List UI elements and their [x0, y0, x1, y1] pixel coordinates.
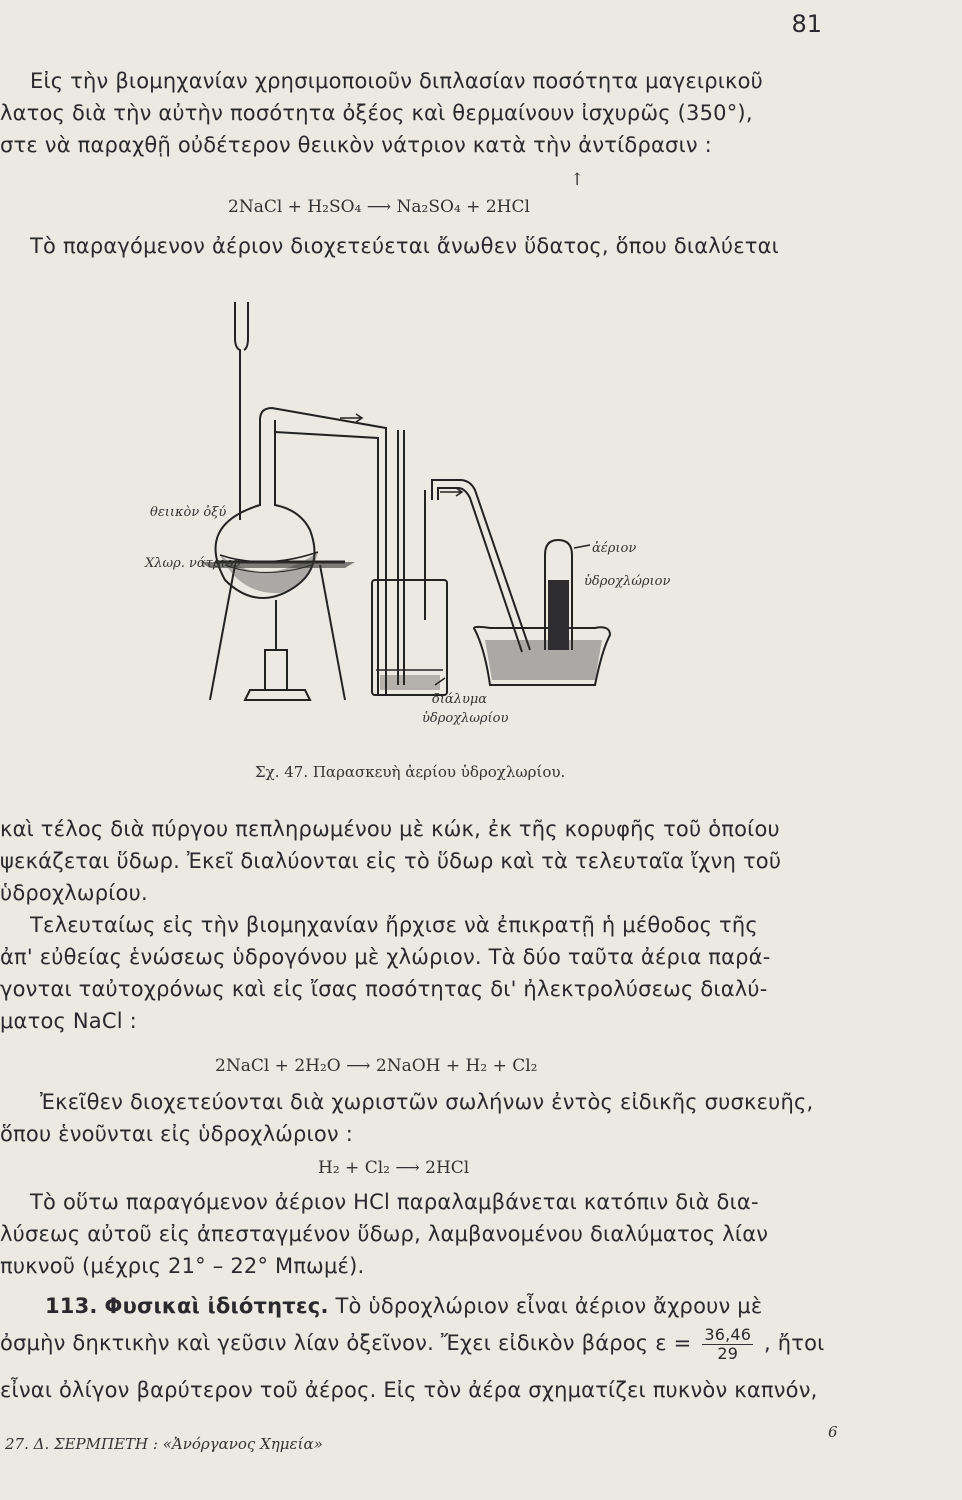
page-number: 81 — [791, 10, 822, 38]
gas-arrow: ↑ — [570, 170, 585, 190]
density-fraction — [702, 1326, 753, 1362]
funnel-cup — [244, 302, 248, 350]
equation: 2NaCl + H₂SO₄ ⟶ Na₂SO₄ + 2HCl — [228, 197, 530, 217]
section-title: Φυσικαὶ ἰδιότητες. — [104, 1294, 329, 1318]
text-line: ψεκάζεται ὕδωρ. Ἐκεῖ διαλύονται εἰς τὸ ὕδωρ καὶ τὰ τελευταῖα ἴχνη τοῦ — [0, 849, 782, 873]
apparatus-figure — [140, 290, 700, 740]
section-line — [45, 1294, 762, 1318]
flow-arrow — [440, 488, 462, 496]
text-line — [0, 1326, 825, 1362]
section-text: , ἤτοι — [764, 1331, 825, 1356]
tripod-leg — [320, 565, 345, 700]
delivery-tube-1 — [260, 408, 386, 695]
text-line: εἶναι ὀλίγον βαρύτερον τοῦ ἀέρος. Εἰς τὸν ἀέρα σχηματίζει πυκνὸν καπνόν, — [0, 1378, 818, 1402]
text-line: Τὸ παραγόμενον ἀέριον διοχετεύεται ἄνωθεν ὕδατος, ὅπου διαλύεται — [30, 234, 779, 258]
text-line: στε νὰ παραχθῇ οὐδέτερον θειικὸν νάτριον κατὰ τὴν ἀντίδρασιν : — [0, 133, 712, 157]
label-gas: ὑδροχλώριον — [584, 574, 671, 589]
figure-caption: Σχ. 47. Παρασκευὴ ἀερίου ὑδροχλωρίου. — [255, 763, 566, 781]
section-text: Τὸ ὑδροχλώριον εἶναι ἀέριον ἄχρουν μὲ — [335, 1294, 763, 1318]
text-line: Τελευταίως εἰς τὴν βιομηχανίαν ἤρχισε νὰ ἐπικρατῇ ἡ μέθοδος τῆς — [30, 913, 758, 937]
text-line: Εἰς τὴν βιομηχανίαν χρησιμοποιοῦν διπλασίαν ποσότητα μαγειρικοῦ — [30, 69, 764, 93]
text-line: ἀπ' εὐθείας ἑνώσεως ὑδρογόνου μὲ χλώριον. Τὰ δύο ταῦτα ἀέρια παρά- — [0, 945, 771, 969]
label-acid: θειικὸν ὀξύ — [150, 505, 227, 520]
section-text: ὀσμὴν δηκτικὴν καὶ γεῦσιν λίαν ὀξεῖνον. Ἔχει εἰδικὸν βάρος ε = — [0, 1331, 692, 1356]
burner-base — [245, 690, 310, 700]
equation: 2NaCl + 2H₂O ⟶ 2NaOH + H₂ + Cl₂ — [215, 1056, 538, 1076]
text-line: ὑδροχλωρίου. — [0, 881, 148, 905]
text-line: Ἐκεῖθεν διοχετεύονται διὰ χωριστῶν σωλήνων ἐντὸς εἰδικῆς συσκευῆς, — [40, 1090, 814, 1114]
text-line: ματος NaCl : — [0, 1009, 137, 1033]
section-number: 113. — [45, 1294, 98, 1318]
footer-right: 6 — [828, 1423, 838, 1441]
equation: H₂ + Cl₂ ⟶ 2HCl — [318, 1158, 470, 1178]
label-line — [574, 545, 590, 548]
text-line: λατος διὰ τὴν αὐτὴν ποσότητα ὀξέος καὶ θερμαίνουν ἰσχυρῶς (350°), — [0, 101, 753, 125]
text-line: πυκνοῦ (μέχρις 21° – 22° Μπωμέ). — [0, 1254, 365, 1278]
text-line: καὶ τέλος διὰ πύργου πεπληρωμένου μὲ κώκ, ἐκ τῆς κορυφῆς τοῦ ὁποίου — [0, 817, 780, 841]
fraction-numerator: 36,46 — [704, 1325, 752, 1344]
label-solution: ὑδροχλωρίου — [422, 711, 509, 726]
burner — [265, 650, 287, 690]
fraction-denominator: 29 — [717, 1343, 739, 1363]
text-line: γονται ταὐτοχρόνως καὶ εἰς ἴσας ποσότητας δι' ἠλεκτρολύσεως διαλύ- — [0, 977, 768, 1001]
text-line: ὅπου ἑνοῦνται εἰς ὑδροχλώριον : — [0, 1122, 353, 1146]
label-gas: ἀέριον — [592, 541, 637, 556]
footer-left: 27. Δ. ΣΕΡΜΠΕΤΗ : «Ἀνόργανος Χημεία» — [5, 1435, 323, 1453]
text-line: Τὸ οὕτω παραγόμενον ἀέριον HCl παραλαμβάνεται κατόπιν διὰ δια- — [30, 1190, 759, 1214]
label-salt: Χλωρ. νάτριον — [145, 556, 242, 571]
label-solution: διάλυμα — [432, 692, 488, 707]
tripod-leg — [210, 565, 235, 700]
collected-liquid — [548, 580, 569, 650]
text-line: λύσεως αὐτοῦ εἰς ἀπεσταγμένον ὕδωρ, λαμβανομένου διαλύματος λίαν — [0, 1222, 769, 1246]
